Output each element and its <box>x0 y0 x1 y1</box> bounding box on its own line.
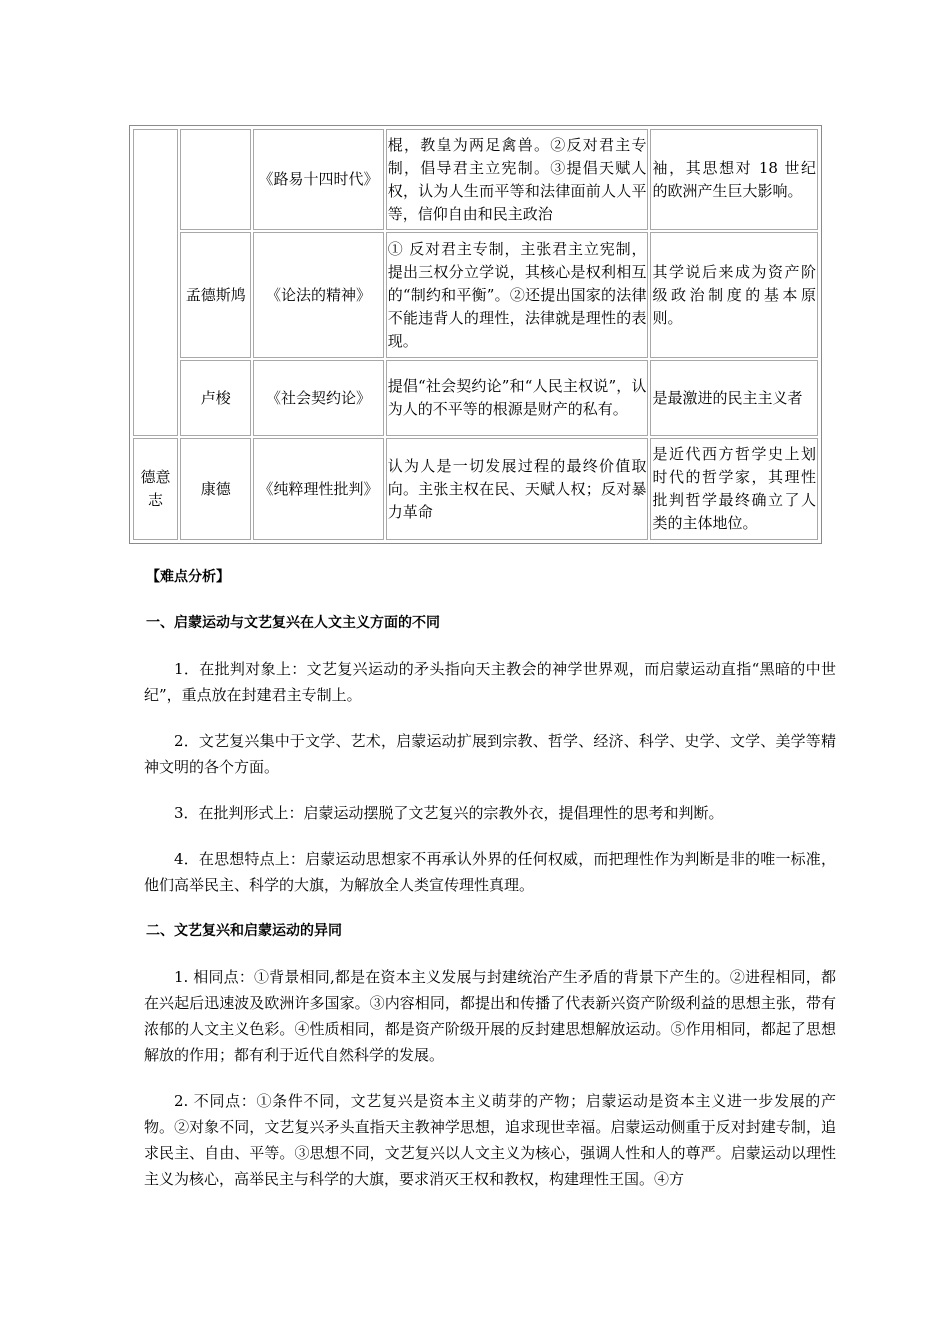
thinker-name-cell: 孟德斯鸠 <box>180 232 251 358</box>
part1-item: 4．在思想特点上：启蒙运动思想家不再承认外界的任何权威，而把理性作为判断是非的唯一标准，他们高举民主、科学的大旗，为解放全人类宣传理性真理。 <box>144 850 836 894</box>
part1-item: 2．文艺复兴集中于文学、艺术，启蒙运动扩展到宗教、哲学、经济、科学、史学、文学、美学等精神文明的各个方面。 <box>144 732 836 776</box>
idea-cell: ① 反对君主专制，主张君主立宪制，提出三权分立学说，其核心是权利相互的“制约和平衡”。②还提出国家的法律不能违背人的理性，法律就是理性的表现。 <box>386 232 649 358</box>
table-row <box>133 438 818 540</box>
work-title-cell: 《社会契约论》 <box>253 360 383 436</box>
work-title-cell: 《论法的精神》 <box>253 232 383 358</box>
part1-heading: 一、启蒙运动与文艺复兴在人文主义方面的不同 <box>146 615 440 631</box>
country-cell: 德意志 <box>133 438 178 540</box>
table-row <box>133 360 818 436</box>
thinker-name-cell: 卢梭 <box>180 360 251 436</box>
part2-item: 1. 相同点：①背景相同,都是在资本主义发展与封建统治产生矛盾的背景下产生的。②进程相同，都在兴起后迅速波及欧洲许多国家。③内容相同，都提出和传播了代表新兴资产阶级利益的思想主张，带有浓郁的人文主义色彩。④性质相同，都是资产阶级开展的反封建思想解放运动。⑤作用相同，都起了思想解放的作用；都有利于近代自然科学的发展。 <box>144 968 836 1064</box>
part2-heading: 二、文艺复兴和启蒙运动的异同 <box>146 923 342 939</box>
influence-cell: 是最激进的民主主义者 <box>650 360 818 436</box>
part1-item: 3．在批判形式上：启蒙运动摆脱了文艺复兴的宗教外衣，提倡理性的思考和判断。 <box>174 804 724 822</box>
table-row <box>133 232 818 358</box>
enlightenment-thinkers-table <box>129 125 822 544</box>
part2-item: 2. 不同点：①条件不同，文艺复兴是资本主义萌芽的产物；启蒙运动是资本主义进一步发展的产物。②对象不同，文艺复兴矛头直指天主教神学思想，追求现世幸福。启蒙运动侧重于反对封建专制，追求民主、自由、平等。③思想不同，文艺复兴以人文主义为核心，强调人性和人的尊严。启蒙运动以理性主义为核心，高举民主与科学的大旗，要求消灭王权和教权，构建理性王国。④方 <box>144 1092 836 1188</box>
table-row <box>133 129 818 230</box>
influence-cell: 是近代西方哲学史上划时代的哲学家，其理性批判哲学最终确立了人类的主体地位。 <box>650 438 818 540</box>
thinker-name-cell: 康德 <box>180 438 251 540</box>
thinker-name-cell <box>180 129 251 230</box>
part1-item: 1．在批判对象上：文艺复兴运动的矛头指向天主教会的神学世界观，而启蒙运动直指“黑暗的中世纪”，重点放在封建君主专制上。 <box>144 660 836 704</box>
idea-cell: 提倡“社会契约论”和“人民主权说”，认为人的不平等的根源是财产的私有。 <box>386 360 649 436</box>
work-title-cell: 《纯粹理性批判》 <box>253 438 383 540</box>
idea-cell: 认为人是一切发展过程的最终价值取向。主张主权在民、天赋人权；反对暴力革命 <box>386 438 649 540</box>
work-title-cell: 《路易十四时代》 <box>253 129 383 230</box>
idea-cell: 棍，教皇为两足禽兽。②反对君主专制，倡导君主立宪制。③提倡天赋人权，认为人生而平等和法律面前人人平等，信仰自由和民主政治 <box>386 129 649 230</box>
section-title: 【难点分析】 <box>146 569 230 585</box>
influence-cell: 袖，其思想对 18 世纪的欧洲产生巨大影响。 <box>650 129 818 230</box>
influence-cell: 其学说后来成为资产阶级政治制度的基本原则。 <box>650 232 818 358</box>
analysis-content <box>146 564 836 1212</box>
country-cell <box>133 129 178 436</box>
thinkers-grid <box>131 127 820 542</box>
